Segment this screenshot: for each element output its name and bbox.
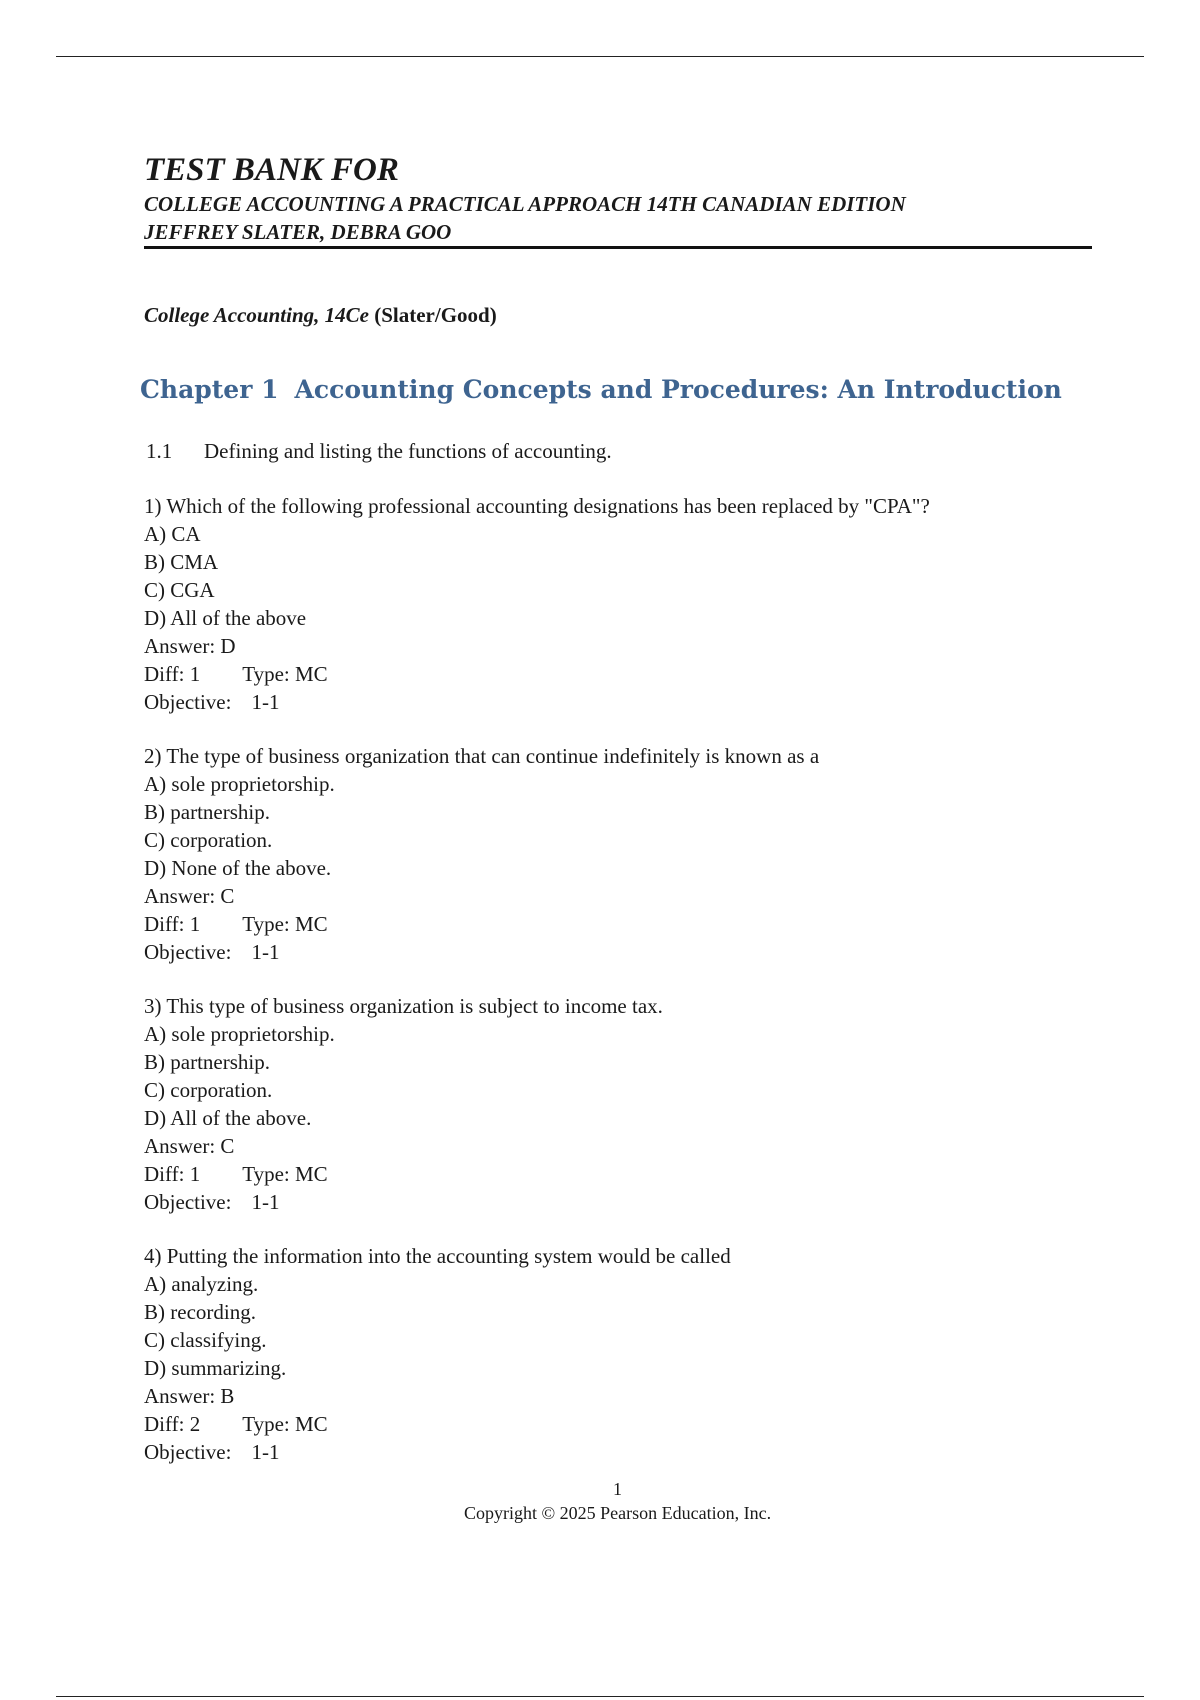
- question-stem: 3) This type of business organization is subject to income tax.: [144, 994, 663, 1018]
- chapter-label: Chapter 1: [140, 375, 279, 404]
- question-3: [144, 992, 1104, 1216]
- bottom-rule: [56, 1696, 1144, 1697]
- option-d: D) All of the above: [144, 606, 307, 630]
- option-d: D) All of the above.: [144, 1106, 312, 1130]
- answer: Answer: C: [144, 884, 235, 908]
- difficulty: Diff: 2: [144, 1412, 201, 1436]
- objective: [144, 1438, 1104, 1466]
- option-b: B) partnership.: [144, 800, 270, 824]
- question-stem: 1) Which of the following professional accounting designations has been replaced by "CPA"?: [144, 494, 930, 518]
- objective-value: 1-1: [251, 1440, 280, 1464]
- answer: Answer: C: [144, 1134, 235, 1158]
- objective-value: 1-1: [251, 690, 280, 714]
- header-title: TEST BANK FOR: [144, 152, 399, 188]
- section-heading: [146, 439, 612, 464]
- header-subtitle: COLLEGE ACCOUNTING A PRACTICAL APPROACH 14TH CANADIAN EDITION: [144, 192, 906, 216]
- option-c: C) corporation.: [144, 1078, 273, 1102]
- option-d: D) None of the above.: [144, 856, 332, 880]
- course-authors: (Slater/Good): [374, 303, 497, 327]
- objective-label: Objective:: [144, 690, 232, 714]
- objective: [144, 688, 1104, 716]
- objective: [144, 1188, 1104, 1216]
- objective: [144, 938, 1104, 966]
- difficulty: Diff: 1: [144, 1162, 201, 1186]
- objective-value: 1-1: [251, 1190, 280, 1214]
- course-title: [144, 303, 497, 328]
- question-type: Type: MC: [242, 912, 328, 936]
- objective-label: Objective:: [144, 1190, 232, 1214]
- answer: Answer: D: [144, 634, 236, 658]
- answer: Answer: B: [144, 1384, 235, 1408]
- question-type: Type: MC: [242, 1162, 328, 1186]
- course-name: College Accounting, 14Ce: [144, 303, 369, 327]
- question-list: [144, 492, 1104, 1492]
- objective-label: Objective:: [144, 940, 232, 964]
- question-2: [144, 742, 1104, 966]
- difficulty-type: [144, 910, 1104, 938]
- difficulty-type: [144, 660, 1104, 688]
- page-footer: [0, 1477, 1200, 1525]
- header-rule: [144, 246, 1092, 249]
- difficulty: Diff: 1: [144, 662, 201, 686]
- option-a: A) analyzing.: [144, 1272, 259, 1296]
- objective-value: 1-1: [251, 940, 280, 964]
- top-rule: [56, 56, 1144, 57]
- option-c: C) CGA: [144, 578, 215, 602]
- question-4: [144, 1242, 1104, 1466]
- question-1: [144, 492, 1104, 716]
- header-authors: JEFFREY SLATER, DEBRA GOO: [144, 220, 452, 244]
- difficulty-type: [144, 1410, 1104, 1438]
- option-a: A) CA: [144, 522, 201, 546]
- option-b: B) partnership.: [144, 1050, 270, 1074]
- section-title: Defining and listing the functions of accounting.: [204, 439, 612, 463]
- copyright-notice: Copyright © 2025 Pearson Education, Inc.: [463, 1503, 772, 1523]
- option-c: C) corporation.: [144, 828, 273, 852]
- chapter-heading: [140, 375, 1062, 404]
- section-number: 1.1: [146, 439, 173, 463]
- question-stem: 4) Putting the information into the accounting system would be called: [144, 1244, 731, 1268]
- question-type: Type: MC: [242, 662, 328, 686]
- option-c: C) classifying.: [144, 1328, 267, 1352]
- option-b: B) CMA: [144, 550, 219, 574]
- question-stem: 2) The type of business organization that can continue indefinitely is known as a: [144, 744, 820, 768]
- difficulty-type: [144, 1160, 1104, 1188]
- option-d: D) summarizing.: [144, 1356, 287, 1380]
- option-a: A) sole proprietorship.: [144, 1022, 335, 1046]
- difficulty: Diff: 1: [144, 912, 201, 936]
- document-header: [144, 150, 1094, 246]
- objective-label: Objective:: [144, 1440, 232, 1464]
- option-b: B) recording.: [144, 1300, 256, 1324]
- option-a: A) sole proprietorship.: [144, 772, 335, 796]
- page-number: 1: [613, 1479, 622, 1499]
- chapter-title: Accounting Concepts and Procedures: An Introduction: [294, 375, 1062, 404]
- question-type: Type: MC: [242, 1412, 328, 1436]
